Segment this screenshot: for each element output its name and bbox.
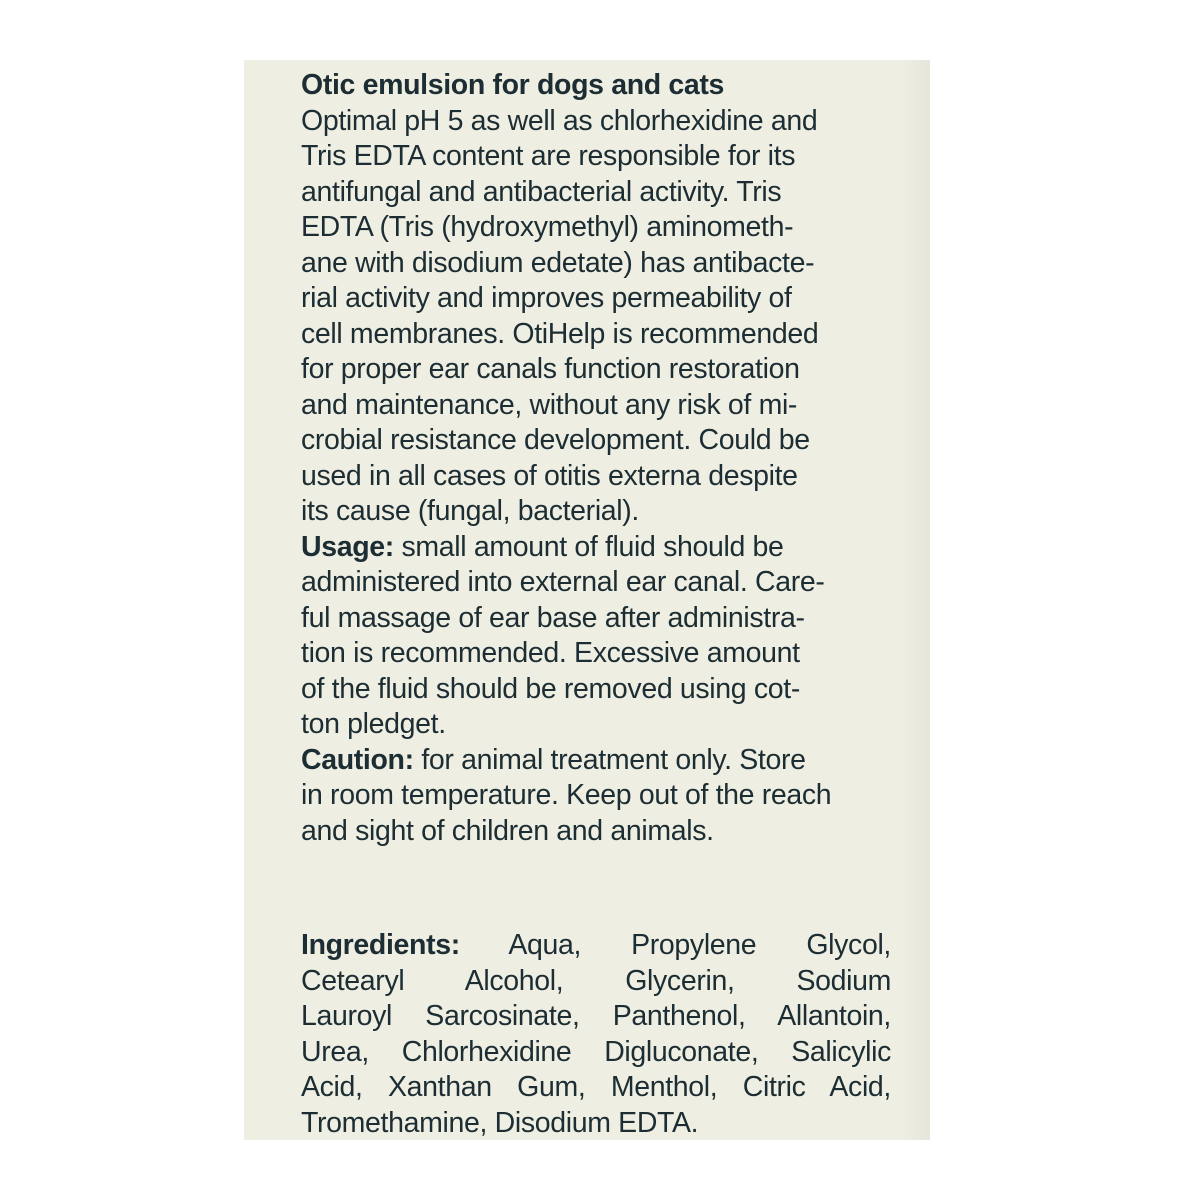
description-line: Optimal pH 5 as well as chlorhexidine and: [301, 104, 818, 137]
ingredients-line: Urea, Chlorhexidine Digluconate, Salicylic: [301, 1035, 891, 1068]
description-line: its cause (fungal, bacterial).: [301, 495, 639, 527]
caution-line: and sight of children and animals.: [301, 814, 714, 847]
product-label-panel: [244, 60, 930, 1140]
label-main-text: [301, 68, 891, 849]
description-line: Tris EDTA content are responsible for its: [301, 140, 796, 172]
caution-text: for animal treatment only. Store: [413, 743, 806, 776]
usage-line: tion is recommended. Excessive amount: [301, 637, 800, 669]
usage-first-line: [301, 530, 891, 566]
usage-text: small amount of fluid should be: [393, 530, 784, 563]
description-line: used in all cases of otitis externa despite: [301, 459, 798, 492]
ingredients-line: Acid, Xanthan Gum, Menthol, Citric Acid,: [301, 1071, 891, 1103]
ingredients-text: Aqua, Propylene Glycol,: [459, 929, 891, 961]
description-line: cell membranes. OtiHelp is recommended: [301, 317, 819, 350]
description-line: EDTA (Tris (hydroxymethyl) aminometh-: [301, 211, 794, 243]
usage-line: administered into external ear canal. Care-: [301, 566, 825, 598]
ingredients-label: Ingredients:: [301, 929, 460, 961]
description-line: crobial resistance development. Could be: [301, 424, 810, 456]
ingredients-line: Lauroyl Sarcosinate, Panthenol, Allantoin,: [301, 1000, 891, 1032]
caution-first-line: [301, 743, 891, 779]
ingredients-line: Tromethamine, Disodium EDTA.: [301, 1106, 699, 1139]
description-line: antifungal and antibacterial activity. Tris: [301, 175, 782, 208]
ingredients-line: Cetearyl Alcohol, Glycerin, Sodium: [301, 964, 891, 997]
ingredients-first-line: [301, 928, 891, 964]
usage-line: ton pledget.: [301, 708, 446, 740]
description-line: ane with disodium edetate) has antibacte-: [301, 246, 815, 279]
caution-label: Caution:: [301, 743, 414, 776]
usage-label: Usage:: [301, 530, 394, 563]
caution-line: in room temperature. Keep out of the reach: [301, 779, 832, 811]
label-heading: Otic emulsion for dogs and cats: [301, 69, 725, 101]
ingredients-section: [301, 928, 891, 1141]
usage-line: ful massage of ear base after administra-: [301, 601, 805, 634]
description-line: for proper ear canals function restoration: [301, 353, 800, 385]
description-line: rial activity and improves permeability of: [301, 282, 792, 314]
description-line: and maintenance, without any risk of mi-: [301, 388, 798, 421]
usage-line: of the fluid should be removed using cot-: [301, 672, 800, 705]
